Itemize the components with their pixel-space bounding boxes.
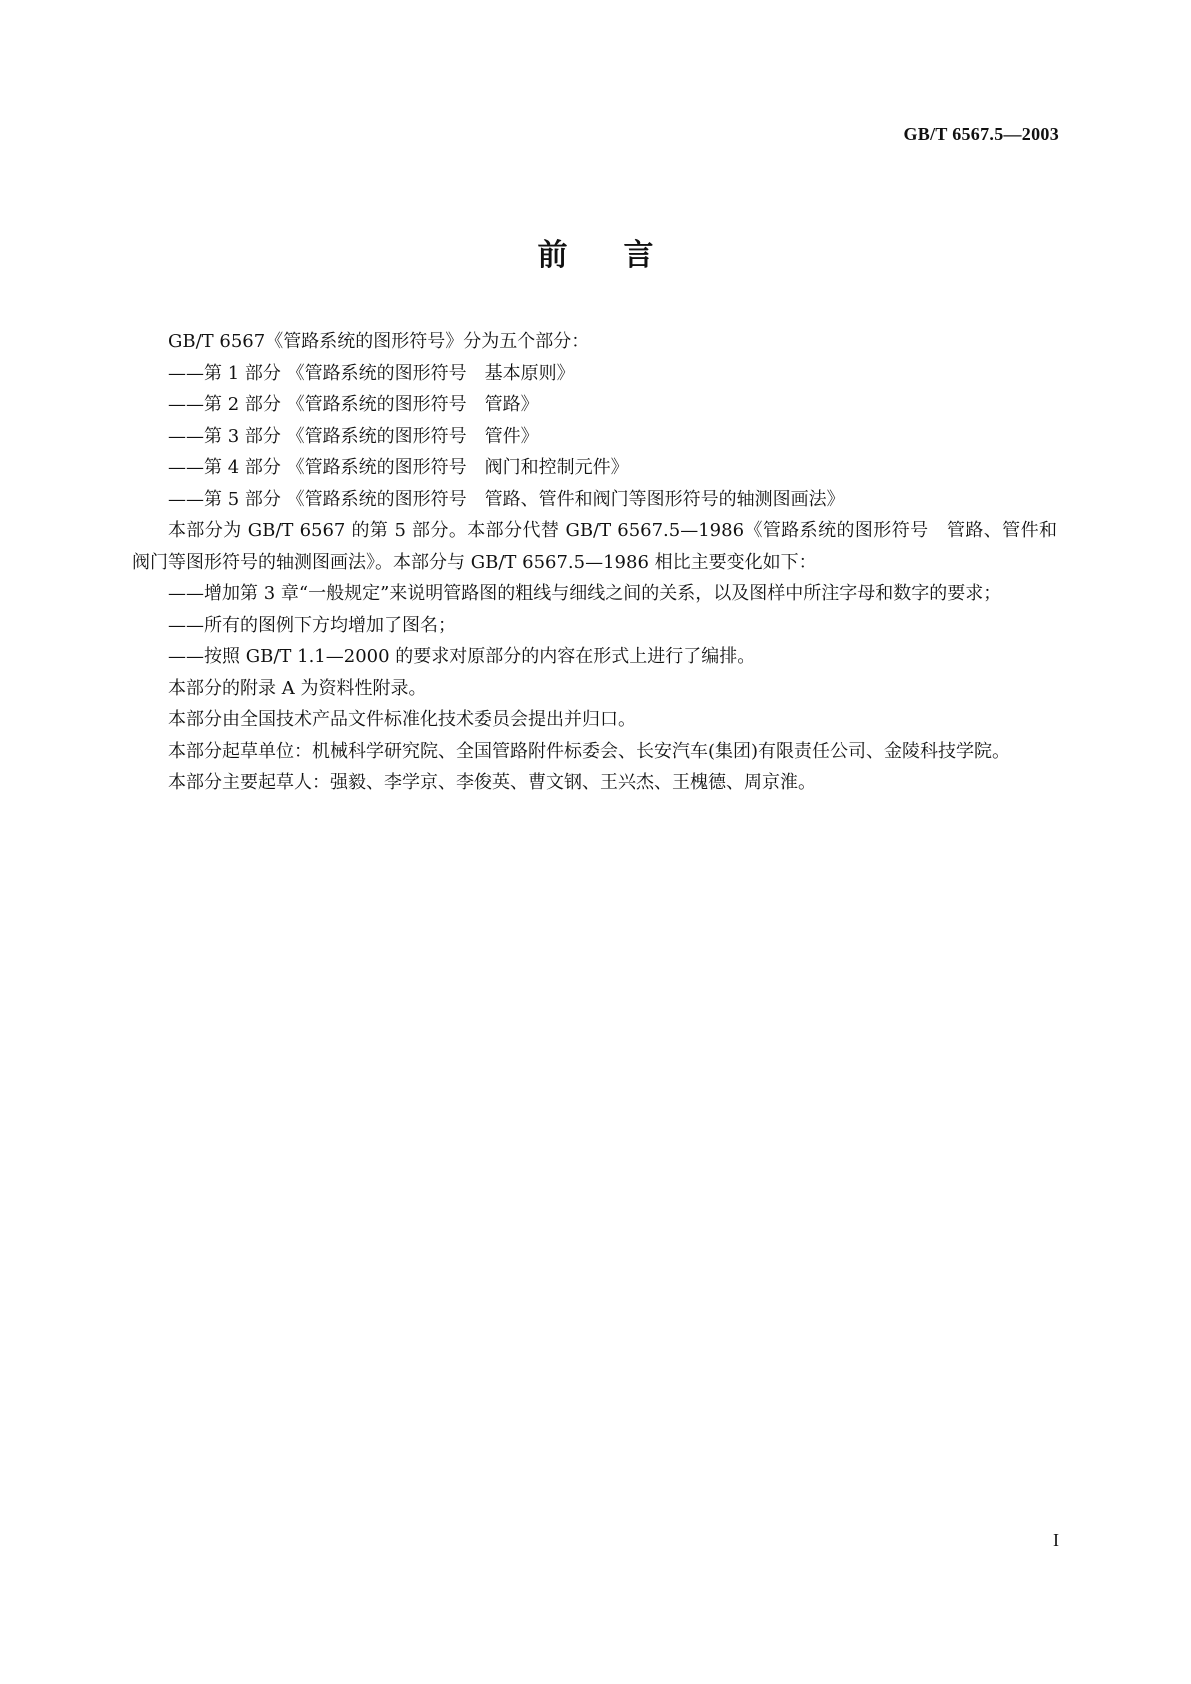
paragraph-appendix: 本部分的附录 A 为资料性附录。 [168,677,427,699]
page-number: I [1053,1530,1059,1550]
list-item-change-2: ——所有的图例下方均增加了图名； [168,614,456,636]
paragraph-proposer: 本部分由全国技术产品文件标准化技术委员会提出并归口。 [168,709,636,730]
list-item-change-1: ——增加第 3 章“一般规定”来说明管路图的粗线与细线之间的关系，以及图样中所注字母和数字的要求； [168,583,1002,604]
list-item-part-3: ——第 3 部分 《管路系统的图形符号 管件》 [168,425,539,447]
paragraph-intro: GB/T 6567《管路系统的图形符号》分为五个部分： [168,331,590,352]
list-item-part-1: ——第 1 部分 《管路系统的图形符号 基本原则》 [168,362,575,384]
paragraph-drafting-units: 本部分起草单位：机械科学研究院、全国管路附件标委会、长安汽车(集团)有限责任公司、金陵科技学院。 [168,740,1011,762]
page-title: 前言 [537,238,710,273]
list-item-change-3: ——按照 GB/T 1.1—2000 的要求对原部分的内容在形式上进行了编排。 [168,646,756,667]
list-item-part-4: ——第 4 部分 《管路系统的图形符号 阀门和控制元件》 [168,457,629,478]
standard-number: GB/T 6567.5—2003 [903,124,1059,144]
document-body [132,326,1057,799]
paragraph-replacement: 本部分为 GB/T 6567 的第 5 部分。本部分代替 GB/T 6567.5—1986《管路系统的图形符号 管路、管件和阀门等图形符号的轴测图画法》。本部分与 GB/T 6567.5—1986 相比主要变化如下： [132,520,1057,573]
paragraph-drafters: 本部分主要起草人：强毅、李学京、李俊英、曹文钢、王兴杰、王槐德、周京淮。 [168,772,816,793]
list-item-part-5: ——第 5 部分 《管路系统的图形符号 管路、管件和阀门等图形符号的轴测图画法》 [168,488,845,510]
list-item-part-2: ——第 2 部分 《管路系统的图形符号 管路》 [168,394,539,415]
